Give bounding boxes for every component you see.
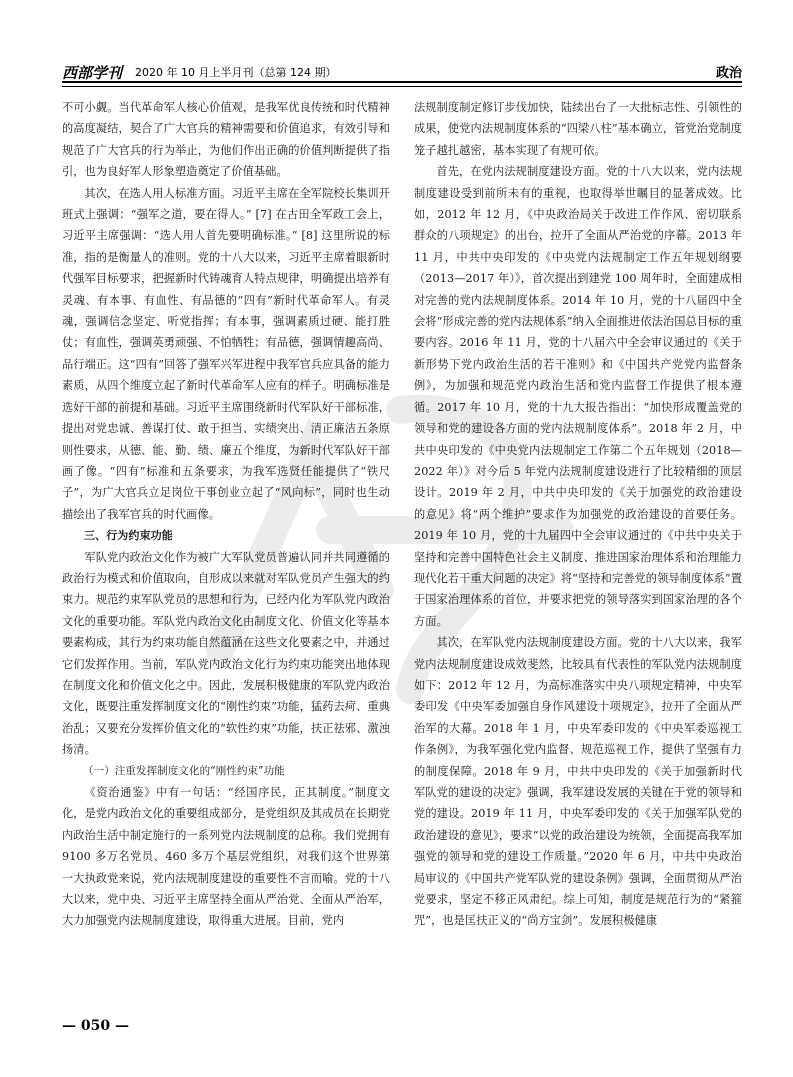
paragraph: 军队党内政治文化作为被广大军队党员普遍认同并共同遵循的政治行为模式和价值取向，自形成以来就对军队党员产生强大的约束力。规范约束军队党员的思想和行为，已经内化为军队党内政治文化的重要功能。军队党内政治文化由制度文化、价值文化等基本要素构成，其行为约束功能自然蕴涵在这些文化要素之中，并通过它们发挥作用。当前，军队党内政治文化行为约束功能突出地体现在制度文化和价值文化之中。因此，发展积极健康的军队党内政治文化，既要注重发挥制度文化的“刚性约束”功能，猛药去疴、重典治乱；又要充分发挥价值文化的“软性约束”功能，扶正祛邪、激浊扬清。 (62, 550, 390, 757)
section-heading: 三、行为约束功能 (84, 529, 173, 543)
paragraph: 法规制度制定修订步伐加快，陆续出台了一大批标志性、引领性的成果，使党内法规制度体系的“四梁八柱”基本确立，管党治党制度笼子越扎越密，基本实现了有规可依。 (414, 101, 742, 157)
right-column (414, 97, 742, 987)
paragraph: 《资治通鉴》中有一句话：“经国序民，正其制度。”制度文化，是党内政治文化的重要组成部分，是党组织及其成员在长期党内政治生活中制定施行的一系列党内法规制度的总称。我们党拥有 9100 多万名党员、460 多万个基层党组织，对我们这个世界第一大执政党来说，党内法规制度建设的重要性不言而喻。党的十八大以来，党中央、习近平主席坚持全面从严治党、全面从严治军，大力加强党内法规制度建设，取得重大进展。目前，党内 (62, 786, 390, 928)
section-heading: （一）注重发挥制度文化的“刚性约束”功能 (83, 764, 285, 777)
left-column (62, 97, 390, 987)
page-number: — 050 — (62, 1018, 129, 1034)
issue-info: 2020 年 10 月上半月刊（总第 124 期） (135, 66, 337, 79)
header-rule-thick (62, 81, 742, 83)
section-label: 政治 (715, 66, 742, 81)
running-header (62, 59, 742, 81)
header-rule-thin (62, 86, 742, 87)
journal-brand: 西部学刊 (62, 64, 123, 82)
paragraph: 首先，在党内法规制度建设方面。党的十八大以来，党内法规制度建设受到前所未有的重视，也取得举世瞩目的显著成效。比如，2012 年 12 月，《中央政治局关于改进工作作风、密切联系群众的八项规定》的出台，拉开了全面从严治党的序幕。2013 年 11 月，中共中央印发的《中央党内法规制定工作五年规划纲要（2013—2017 年）》，首次提出到建党 100 周年时，全面建成相对完善的党内法规制度体系。2014 年 10 月，党的十八届四中全会将“形成完善的党内法规体系”纳入全面推进依法治国总目标的重要内容。2016 年 11 月，党的十八届六中全会审议通过的《关于新形势下党内政治生活的若干准则》和《中国共产党党内监督条例》，为加强和规范党内政治生活和党内监督工作提供了根本遵循。2017 年 10 月，党的十九大报告指出：“加快形成覆盖党的领导和党的建设各方面的党内法规制度体系”。2018 年 2 月，中共中央印发的《中央党内法规制定工作第二个五年规划（2018—2022 年）》对今后 5 年党内法规制度建设进行了比较精细的顶层设计。2019 年 2 月，中共中央印发的《关于加强党的政治建设的意见》将“两个维护”要求作为加强党的政治建设的首要任务。2019 年 10 月，党的十九届四中全会审议通过的《中共中央关于坚持和完善中国特色社会主义制度、推进国家治理体系和治理能力现代化若干重大问题的决定》将“坚持和完善党的领导制度体系”置于国家治理体系的首位，并要求把党的领导落实到国家治理的各个方面。 (414, 165, 742, 628)
paragraph: 不可小觑。当代革命军人核心价值观，是我军优良传统和时代精神的高度凝结，契合了广大官兵的精神需要和价值追求，有效引导和规范了广大官兵的行为举止，为他们作出正确的价值判断提供了指引，也为良好军人形象塑造奠定了价值基础。 (62, 101, 390, 179)
paragraph: 其次，在选人用人标准方面。习近平主席在全军院校长集训开班式上强调：“强军之道，要在得人。” [7] 在古田全军政工会上，习近平主席强调：“选人用人首先要明确标准。” [8] 这里所说的标准，指的是衡量人的准则。党的十八大以来，习近平主席着眼新时代强军目标要求，把握新时代铸魂育人特点规律，明确提出培养有灵魂、有本事、有血性、有品德的“四有”新时代革命军人。有灵魂，强调信念坚定、听党指挥；有本事，强调素质过硬、能打胜仗；有血性，强调英勇顽强、不怕牺牲；有品德，强调情趣高尚、品行端正。这“四有”回答了强军兴军进程中我军官兵应具备的能力素质，从四个维度立起了新时代革命军人应有的样子。明确标准是选好干部的前提和基础。习近平主席围绕新时代军队好干部标准，提出对党忠诚、善谋打仗、敢于担当、实绩突出、清正廉洁五条原则性要求，从德、能、勤、绩、廉五个维度，为新时代军队好干部画了像。“四有”标准和五条要求，为我军选贤任能提供了“铁尺子”，为广大官兵立足岗位干事创业立起了“风向标”，同时也生动描绘出了我军官兵的时代画像。 (62, 186, 390, 521)
paragraph: 其次，在军队党内法规制度建设方面。党的十八大以来，我军党内法规制度建设成效斐然，比较具有代表性的军队党内法规制度如下：2012 年 12 月，为高标准落实中央八项规定精神，中央军委印发《中央军委加强自身作风建设十项规定》，拉开了全面从严治军的大幕。2018 年 1 月，中央军委印发的《中央军委巡视工作条例》，为我军强化党内监督、规范巡视工作，提供了坚强有力的制度保障。2018 年 9 月，中共中央印发的《关于加强新时代军队党的建设的决定》强调，我军建设发展的关键在于党的领导和党的建设。2019 年 11 月，中央军委印发的《关于加强军队党的政治建设的意见》，要求“以党的政治建设为统领，全面提高我军加强党的领导和党的建设工作质量。”2020 年 6 月，中共中央政治局审议的《中国共产党军队党的建设条例》强调，全面贯彻从严治党要求，坚定不移正风肃纪。综上可知，制度是规范行为的“紧箍咒”，也是匡扶正义的“尚方宝剑”。发展积极健康 (414, 636, 742, 928)
